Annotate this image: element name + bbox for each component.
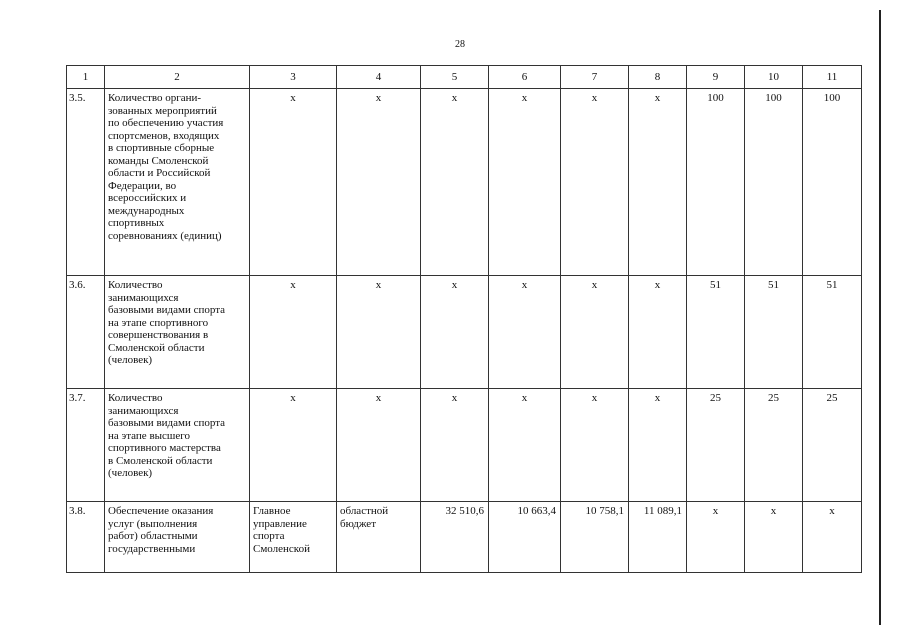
header-cell: 10 <box>745 66 803 89</box>
indicators-table <box>66 65 862 573</box>
indicator-name-text: Количество занимающихся базовыми видами спорта на этапе спортивного совершенствования в Смоленской области (человек) <box>108 279 226 366</box>
cell-col9: x <box>687 502 745 573</box>
cell-col9: 100 <box>687 89 745 276</box>
table-row <box>67 502 862 573</box>
header-cell: 2 <box>105 66 250 89</box>
cell-col4: x <box>337 89 421 276</box>
header-cell: 11 <box>803 66 862 89</box>
cell-col11: 51 <box>803 276 862 389</box>
funding-source-text: областной бюджет <box>340 505 389 530</box>
cell-col6: x <box>489 276 561 389</box>
cell-col9: 25 <box>687 389 745 502</box>
header-cell: 1 <box>67 66 105 89</box>
cell-col7: x <box>561 276 629 389</box>
header-cell: 5 <box>421 66 489 89</box>
cell-col5: x <box>421 89 489 276</box>
indicator-name-text: Количество занимающихся базовыми видами спорта на этапе высшего спортивного мастерства в Смоленской области (человек) <box>108 392 226 479</box>
header-cell: 8 <box>629 66 687 89</box>
cell-col11: 25 <box>803 389 862 502</box>
cell-col7: 10 758,1 <box>561 502 629 573</box>
cell-col8: 11 089,1 <box>629 502 687 573</box>
cell-col7: x <box>561 389 629 502</box>
cell-col11: 100 <box>803 89 862 276</box>
indicator-name <box>105 276 250 389</box>
table-row <box>67 89 862 276</box>
header-cell: 4 <box>337 66 421 89</box>
cell-col8: x <box>629 89 687 276</box>
cell-col4: x <box>337 389 421 502</box>
cell-col10: x <box>745 502 803 573</box>
cell-col9: 51 <box>687 276 745 389</box>
cell-col4: x <box>337 276 421 389</box>
cell-col10: 51 <box>745 276 803 389</box>
cell-col10: 100 <box>745 89 803 276</box>
cell-col5: x <box>421 276 489 389</box>
cell-col3: x <box>250 89 337 276</box>
page-number: 28 <box>455 39 465 50</box>
cell-col3 <box>250 502 337 573</box>
indicator-name <box>105 89 250 276</box>
header-cell: 7 <box>561 66 629 89</box>
cell-col7: x <box>561 89 629 276</box>
row-number: 3.6. <box>67 276 105 389</box>
cell-col5: 32 510,6 <box>421 502 489 573</box>
cell-col5: x <box>421 389 489 502</box>
header-cell: 6 <box>489 66 561 89</box>
table-row <box>67 389 862 502</box>
cell-col6: x <box>489 89 561 276</box>
row-number: 3.8. <box>67 502 105 573</box>
cell-col11: x <box>803 502 862 573</box>
table-row <box>67 276 862 389</box>
indicator-name-text: Количество органи- зованных мероприятий по обеспечению участия спортсменов, входящих в спортивные сборные команды Смоленской области и Российской Федерации, во всероссийских и международных спортивных соревнованиях (единиц) <box>108 92 224 242</box>
cell-col10: 25 <box>745 389 803 502</box>
header-cell: 9 <box>687 66 745 89</box>
page-edge-line <box>879 10 881 625</box>
cell-col8: x <box>629 276 687 389</box>
responsible-text: Главное управление спорта Смоленской <box>253 505 310 555</box>
cell-col3: x <box>250 389 337 502</box>
column-number-header-row <box>67 66 862 89</box>
header-cell: 3 <box>250 66 337 89</box>
cell-col8: x <box>629 389 687 502</box>
indicator-name-text: Обеспечение оказания услуг (выполнения работ) областными государственными <box>108 505 214 555</box>
cell-col6: x <box>489 389 561 502</box>
indicator-name <box>105 389 250 502</box>
cell-col6: 10 663,4 <box>489 502 561 573</box>
cell-col3: x <box>250 276 337 389</box>
row-number: 3.7. <box>67 389 105 502</box>
indicator-name <box>105 502 250 573</box>
row-number: 3.5. <box>67 89 105 276</box>
cell-col4 <box>337 502 421 573</box>
